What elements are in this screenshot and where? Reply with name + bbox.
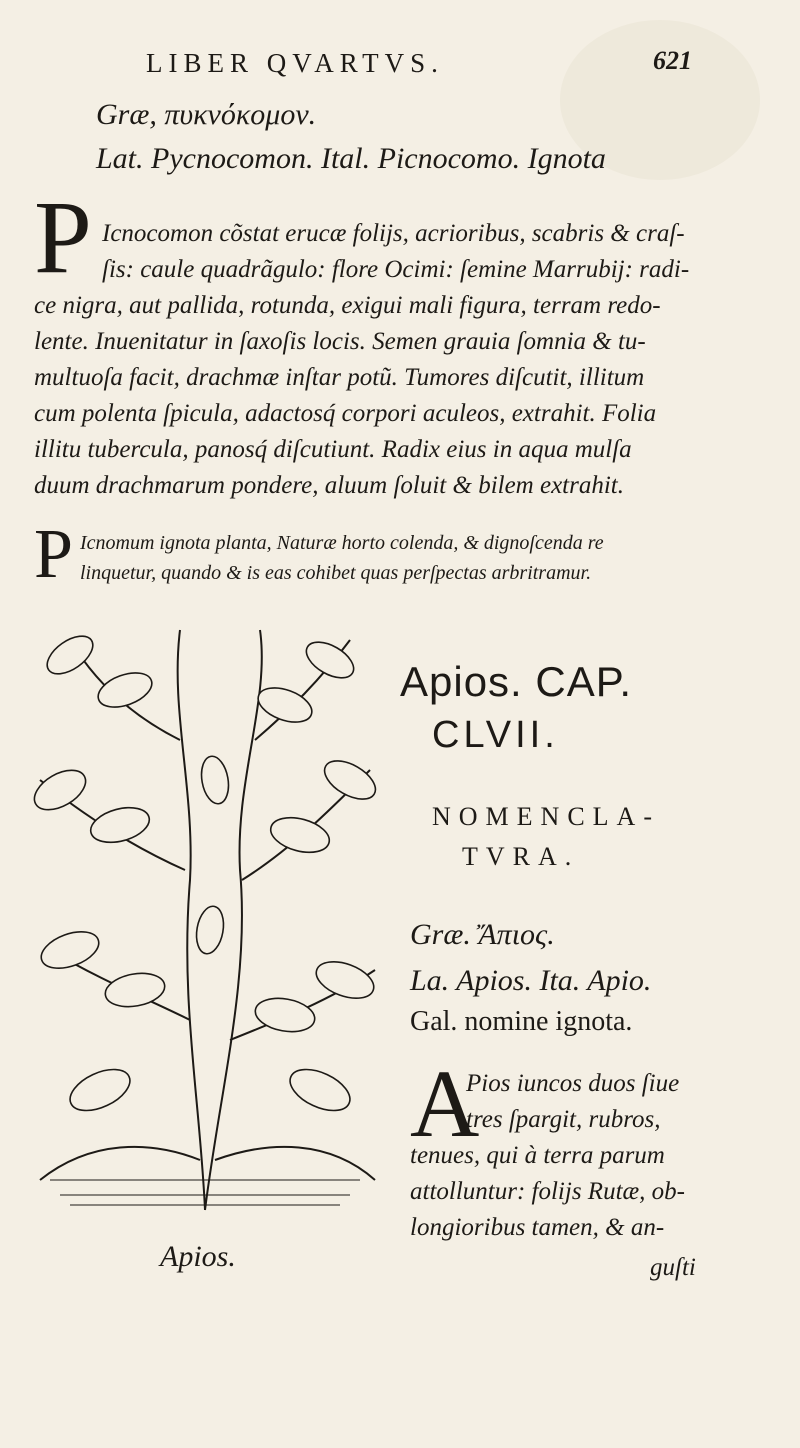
chapter-title: Apios. CAP. — [400, 658, 633, 705]
latin-name-1: Lat. Pycnocomon. Ital. Picnocomo. Ignota — [96, 142, 606, 175]
chapter-line: tres ſpargit, rubros, — [466, 1106, 661, 1133]
dropcap-2: P — [34, 516, 73, 593]
page-header — [0, 48, 800, 88]
note-line: linquetur, quando & is eas cohibet quas perſpectas arbritramur. — [80, 562, 592, 584]
dropcap-3: A — [410, 1050, 480, 1157]
chapter-line: Pios iuncos duos ſiue — [466, 1070, 680, 1097]
chapter-line: tenues, qui à terra parum — [410, 1142, 665, 1169]
body-line: Icnocomon cõstat erucæ folijs, acrioribus, scabris & craſ- — [102, 220, 685, 247]
dropcap-1: P — [34, 180, 92, 295]
apios-woodcut-illustration — [30, 620, 380, 1220]
figure-caption: Apios. — [160, 1240, 236, 1273]
body-line: illitu tubercula, panosq́ diſcutiunt. Radix eius in aqua mulſa — [34, 436, 632, 463]
catchword: guſti — [650, 1254, 696, 1281]
chapter-line: attolluntur: folijs Rutæ, ob- — [410, 1178, 686, 1205]
body-line: ce nigra, aut pallida, rotunda, exigui mali figura, terram redo- — [34, 292, 661, 319]
galen-note: Gal. nomine ignota. — [410, 1006, 633, 1037]
page-number: 621 — [653, 46, 692, 75]
body-line: duum drachmarum pondere, aluum ſoluit & bilem extrahit. — [34, 472, 624, 499]
body-line: cum polenta ſpicula, adactosq́ corpori aculeos, extrahit. Folia — [34, 400, 657, 427]
greek-name-2: Græ. Ἄπιος. — [410, 918, 555, 951]
nomenclatura-heading: NOMENCLA- — [432, 802, 660, 831]
body-line: lente. Inuenitatur in ſaxoſis locis. Semen grauia ſomnia & tu- — [34, 328, 646, 355]
latin-name-2: La. Apios. Ita. Apio. — [410, 964, 652, 997]
running-head: LIBER QVARTVS. — [146, 48, 444, 78]
note-line: Icnomum ignota planta, Naturæ horto colenda, & dignoſcenda re — [80, 532, 604, 554]
greek-name-1: Græ, πυκνόκομον. — [96, 98, 317, 131]
body-line: ſis: caule quadrãgulo: flore Ocimi: ſemine Marrubij: radi- — [102, 256, 690, 283]
nomenclatura-heading-cont: TVRA. — [462, 842, 580, 871]
chapter-number: CLVII. — [432, 714, 559, 756]
chapter-line: longioribus tamen, & an- — [410, 1214, 665, 1241]
body-line: multuoſa facit, drachmæ inſtar potũ. Tumores diſcutit, illitum — [34, 364, 645, 391]
